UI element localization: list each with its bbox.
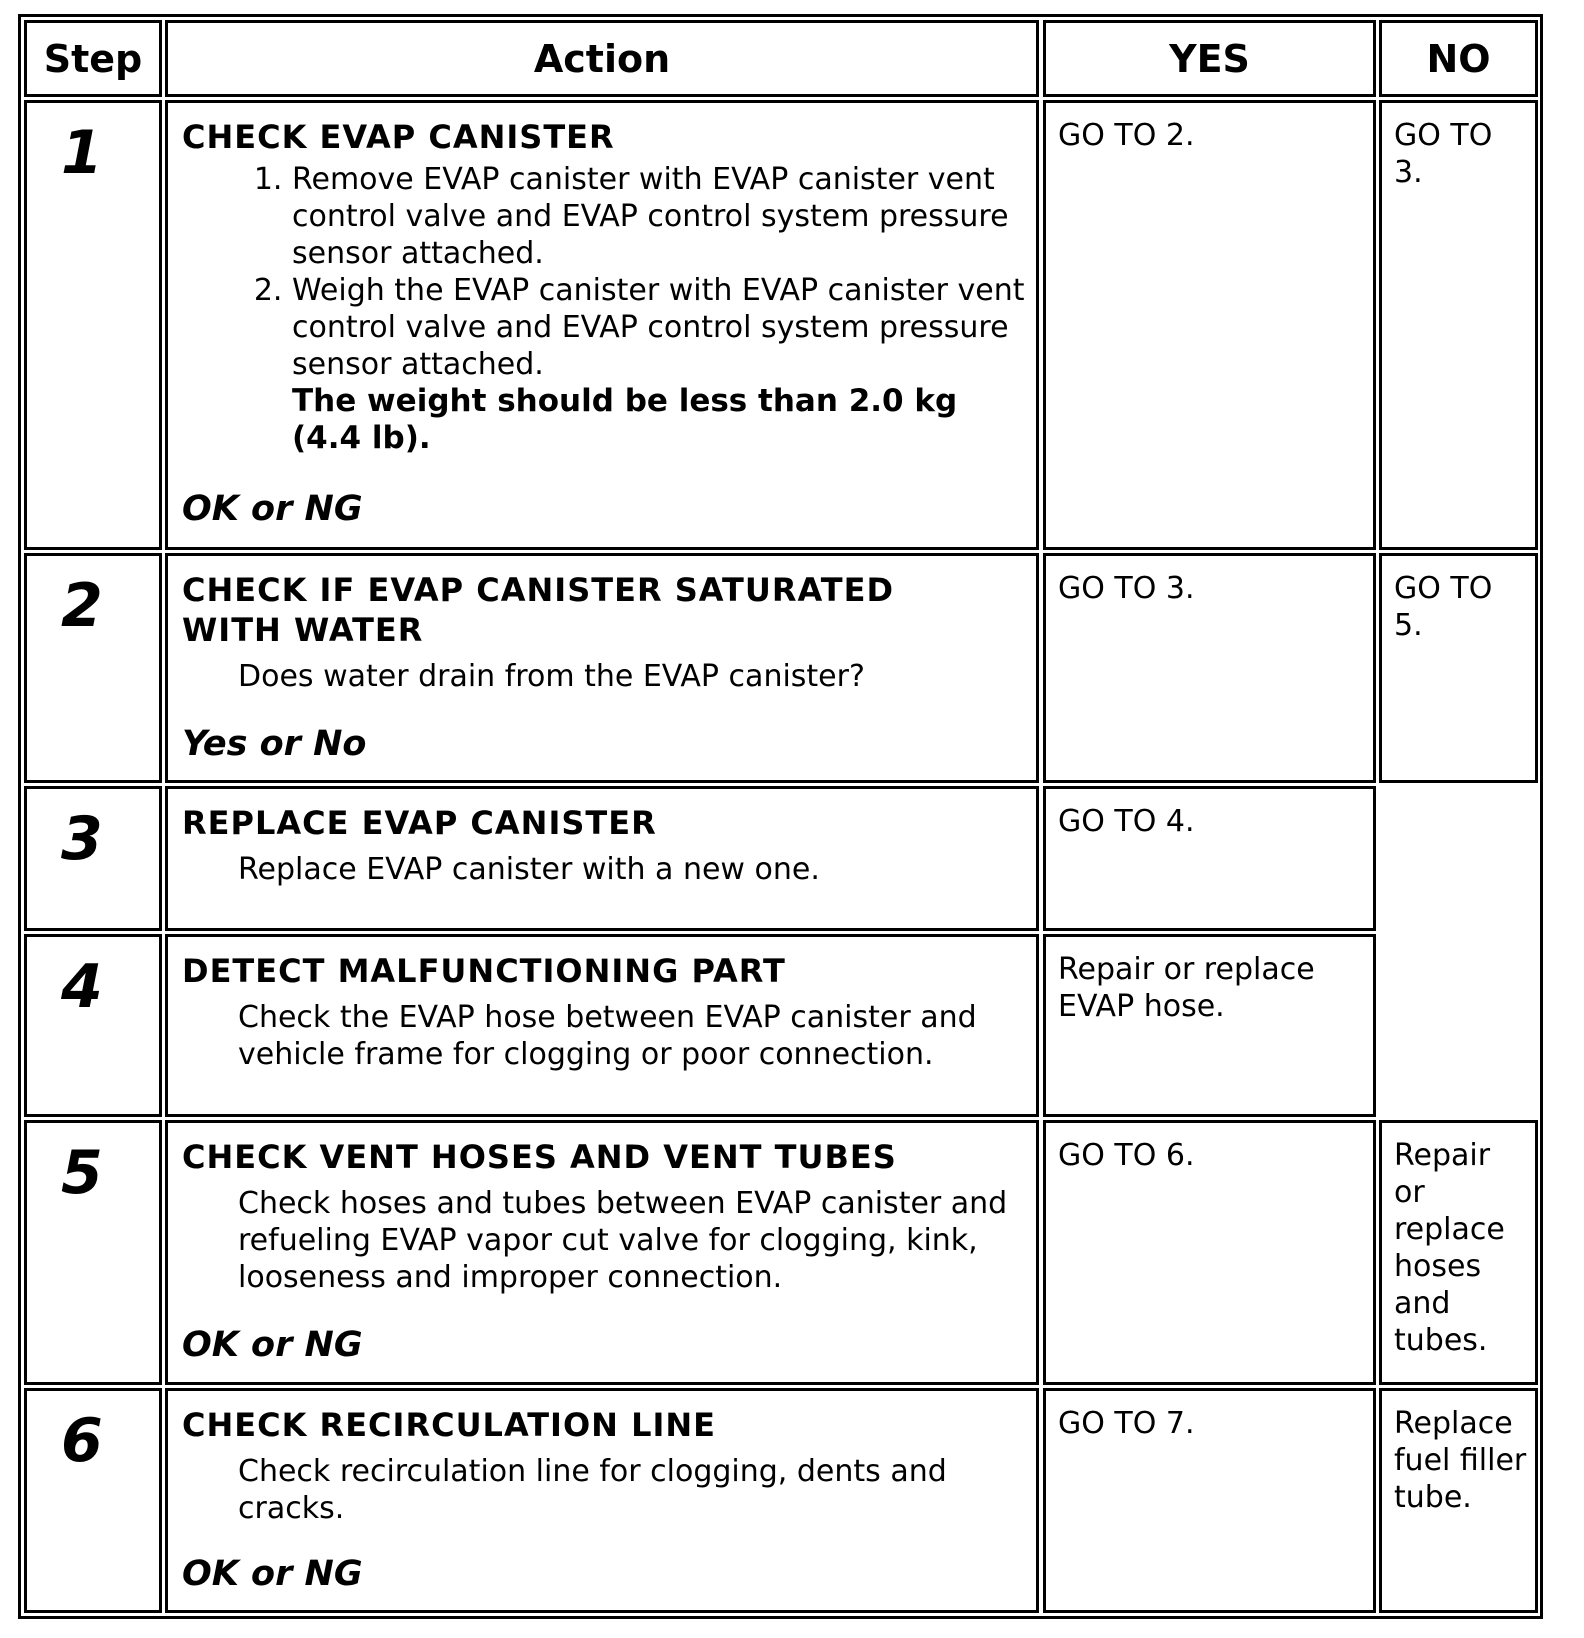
yes-answer: GO TO 2.: [1058, 118, 1195, 153]
spec-note: The weight should be less than 2.0 kg (4.4 lb).: [292, 383, 958, 456]
step-number: 6: [61, 1406, 103, 1476]
action-cell-6: [165, 1388, 1039, 1613]
procedure-item: 2. Weigh the EVAP canister with EVAP canister vent control valve and EVAP control system pressure sensor attached. The weight should be less than 2.0 kg (4.4 lb).: [292, 272, 1026, 457]
action-title: CHECK IF EVAP CANISTER SATURATED WITH WATER: [182, 571, 895, 649]
no-cell-1: [1379, 100, 1538, 550]
action-title: CHECK VENT HOSES AND VENT TUBES: [182, 1138, 897, 1176]
procedure-list: [182, 161, 1026, 457]
header-action: Action: [165, 20, 1039, 97]
yes-cell-6: [1043, 1388, 1376, 1613]
action-cell-2: [165, 553, 1039, 783]
no-cell-6: [1379, 1388, 1538, 1613]
no-cell-2: [1379, 553, 1538, 783]
verdict-label: OK or NG: [182, 1554, 363, 1594]
step-cell-3: [24, 786, 162, 931]
yes-answer: GO TO 6.: [1058, 1138, 1195, 1173]
verdict-label: OK or NG: [182, 1325, 363, 1365]
step-number: 1: [61, 118, 103, 188]
action-title: REPLACE EVAP CANISTER: [182, 804, 657, 842]
step-cell-5: [24, 1120, 162, 1385]
yes-cell-2: [1043, 553, 1376, 783]
yes-cell-3: [1043, 786, 1376, 931]
yes-answer: GO TO 4.: [1058, 804, 1195, 839]
verdict-label: OK or NG: [182, 489, 363, 529]
step-cell-1: [24, 100, 162, 550]
step-cell-4: [24, 934, 162, 1117]
action-text: Replace EVAP canister with a new one.: [238, 852, 820, 887]
action-title: DETECT MALFUNCTIONING PART: [182, 952, 786, 990]
step-number: 5: [61, 1138, 103, 1208]
no-answer: GO TO 5.: [1394, 571, 1493, 643]
action-cell-1: [165, 100, 1039, 550]
no-cell-5: [1379, 1120, 1538, 1385]
action-text: Check hoses and tubes between EVAP canister and refueling EVAP vapor cut valve for clogging, kink, looseness and improper connection.: [238, 1186, 1008, 1295]
yes-cell-4: [1043, 934, 1376, 1117]
header-yes: YES: [1043, 20, 1376, 97]
step-cell-2: [24, 553, 162, 783]
action-text: Check recirculation line for clogging, dents and cracks.: [238, 1454, 947, 1526]
action-text: Check the EVAP hose between EVAP canister and vehicle frame for clogging or poor connection.: [238, 1000, 977, 1072]
procedure-item: 1. Remove EVAP canister with EVAP canister vent control valve and EVAP control system pressure sensor attached.: [292, 161, 1026, 272]
action-cell-3: [165, 786, 1039, 931]
no-answer: Repair or replace hoses and tubes.: [1394, 1138, 1505, 1358]
no-answer: GO TO 3.: [1394, 118, 1493, 190]
step-number: 4: [61, 952, 103, 1022]
no-answer: Replace fuel filler tube.: [1394, 1406, 1527, 1515]
yes-cell-5: [1043, 1120, 1376, 1385]
yes-answer: GO TO 7.: [1058, 1406, 1195, 1441]
yes-answer: GO TO 3.: [1058, 571, 1195, 606]
header-no: NO: [1379, 20, 1538, 97]
yes-answer: Repair or replace EVAP hose.: [1058, 952, 1315, 1024]
step-cell-6: [24, 1388, 162, 1613]
action-title: CHECK EVAP CANISTER: [182, 118, 615, 156]
action-title: CHECK RECIRCULATION LINE: [182, 1406, 717, 1444]
yes-cell-1: [1043, 100, 1376, 550]
action-cell-4: [165, 934, 1039, 1117]
header-step: Step: [24, 20, 162, 97]
step-number: 2: [61, 571, 103, 641]
step-number: 3: [61, 804, 103, 874]
action-cell-5: [165, 1120, 1039, 1385]
action-text: Does water drain from the EVAP canister?: [238, 659, 865, 694]
verdict-label: Yes or No: [182, 724, 367, 764]
